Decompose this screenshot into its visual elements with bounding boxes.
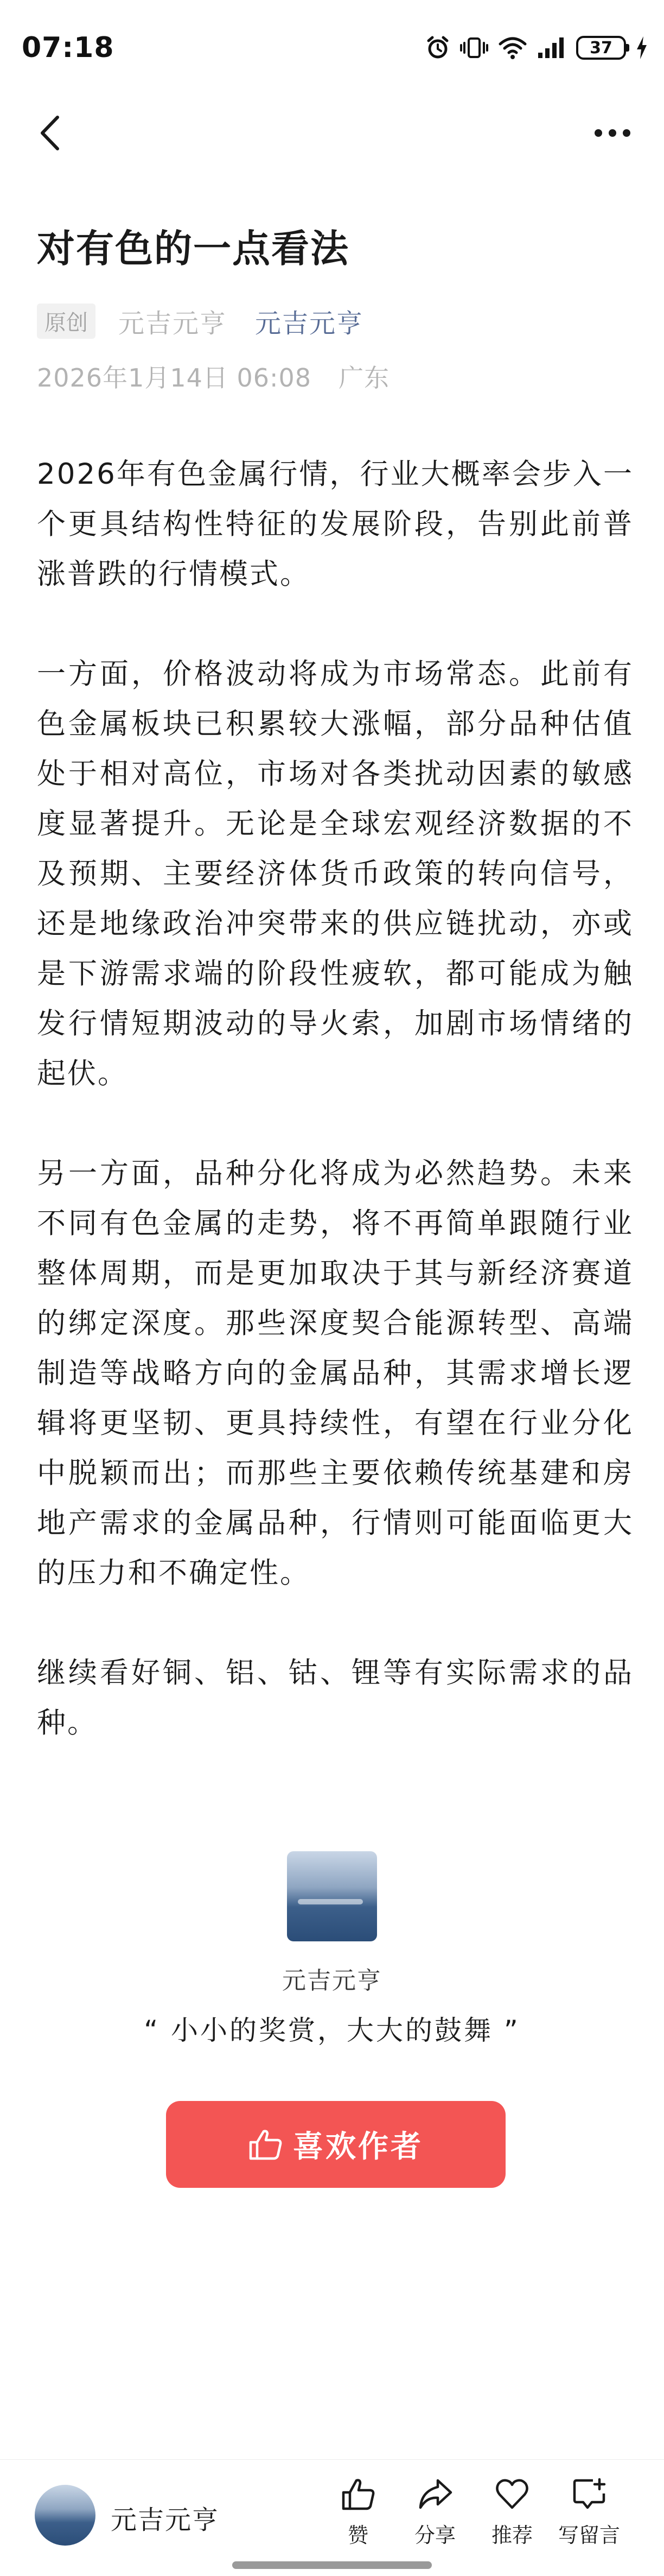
author-name: 元吉元亨	[118, 308, 227, 339]
vibrate-icon	[460, 35, 488, 60]
paragraph: 继续看好铜、铝、钴、锂等有实际需求的品种。	[37, 1656, 634, 1739]
back-button[interactable]	[28, 109, 72, 157]
share-action[interactable]	[394, 2476, 476, 2548]
bottom-author-name[interactable]: 元吉元亨	[111, 2505, 220, 2535]
thumbs-up-icon	[248, 2128, 283, 2161]
like-label: 赞	[347, 2523, 368, 2547]
author-avatar[interactable]	[287, 1851, 377, 1941]
alarm-icon	[425, 35, 450, 60]
like-author-label: 喜欢作者	[293, 2129, 423, 2164]
card-author-name: 元吉元亨	[282, 1967, 382, 1995]
account-name-link[interactable]: 元吉元亨	[255, 308, 364, 339]
wifi-icon	[498, 35, 527, 60]
publish-date: 2026年1月14日 06:08	[37, 363, 312, 393]
more-dots-icon	[593, 128, 631, 138]
publish-location: 广东	[339, 363, 390, 393]
signal-icon	[537, 35, 566, 60]
paragraph: 2026年有色金属行情，行业大概率会步入一个更具结构性特征的发展阶段，告别此前普涨普跌的行情模式。	[37, 458, 634, 591]
paragraph: 另一方面，品种分化将成为必然趋势。未来不同有色金属的走势，将不再简单跟随行业整体周期，而是更加取决于其与新经济赛道的绑定深度。那些深度契合能源转型、高端制造等战略方向的金属品种，其需求增长逻辑将更坚韧、更具持续性，有望在行业分化中脱颖而出；而那些主要依赖传统基建和房地产需求的金属品种，行情则可能面临更大的压力和不确定性。	[37, 1157, 634, 1590]
more-button[interactable]	[588, 114, 637, 152]
recommend-action[interactable]	[471, 2476, 553, 2548]
appreciate-card	[0, 1851, 664, 2048]
thumbs-up-icon	[340, 2476, 376, 2512]
bottom-author-avatar[interactable]	[35, 2485, 95, 2546]
home-indicator[interactable]	[232, 2561, 432, 2569]
like-action[interactable]	[317, 2476, 399, 2548]
status-bar	[0, 0, 664, 98]
original-badge: 原创	[37, 303, 95, 339]
share-icon	[417, 2476, 453, 2512]
appreciate-slogan: “ 小小的奖赏，大大的鼓舞 ”	[144, 2015, 520, 2046]
back-arrow-icon	[39, 115, 61, 151]
article-title: 对有色的一点看法	[37, 226, 349, 271]
bottom-toolbar	[0, 2459, 664, 2576]
comment-icon	[571, 2476, 607, 2512]
like-author-button[interactable]	[166, 2101, 506, 2188]
battery-icon	[576, 36, 626, 60]
share-label: 分享	[414, 2523, 456, 2547]
charging-icon	[636, 35, 648, 60]
battery-level: 37	[590, 38, 612, 58]
article-body	[37, 450, 634, 1748]
status-time: 07:18	[22, 31, 114, 64]
comment-label: 写留言	[558, 2523, 620, 2547]
paragraph: 一方面，价格波动将成为市场常态。此前有色金属板块已积累较大涨幅，部分品种估值处于相对高位，市场对各类扰动因素的敏感度显著提升。无论是全球宏观经济数据的不及预期、主要经济体货币政策的转向信号，还是地缘政治冲突带来的供应链扰动，亦或是下游需求端的阶段性疲软，都可能成为触发行情短期波动的导火索，加剧市场情绪的起伏。	[37, 657, 634, 1090]
status-icons	[425, 33, 648, 63]
publish-info	[37, 358, 390, 394]
heart-icon	[494, 2476, 530, 2512]
comment-action[interactable]	[548, 2476, 630, 2548]
recommend-label: 推荐	[491, 2523, 533, 2547]
article-meta	[37, 302, 363, 340]
